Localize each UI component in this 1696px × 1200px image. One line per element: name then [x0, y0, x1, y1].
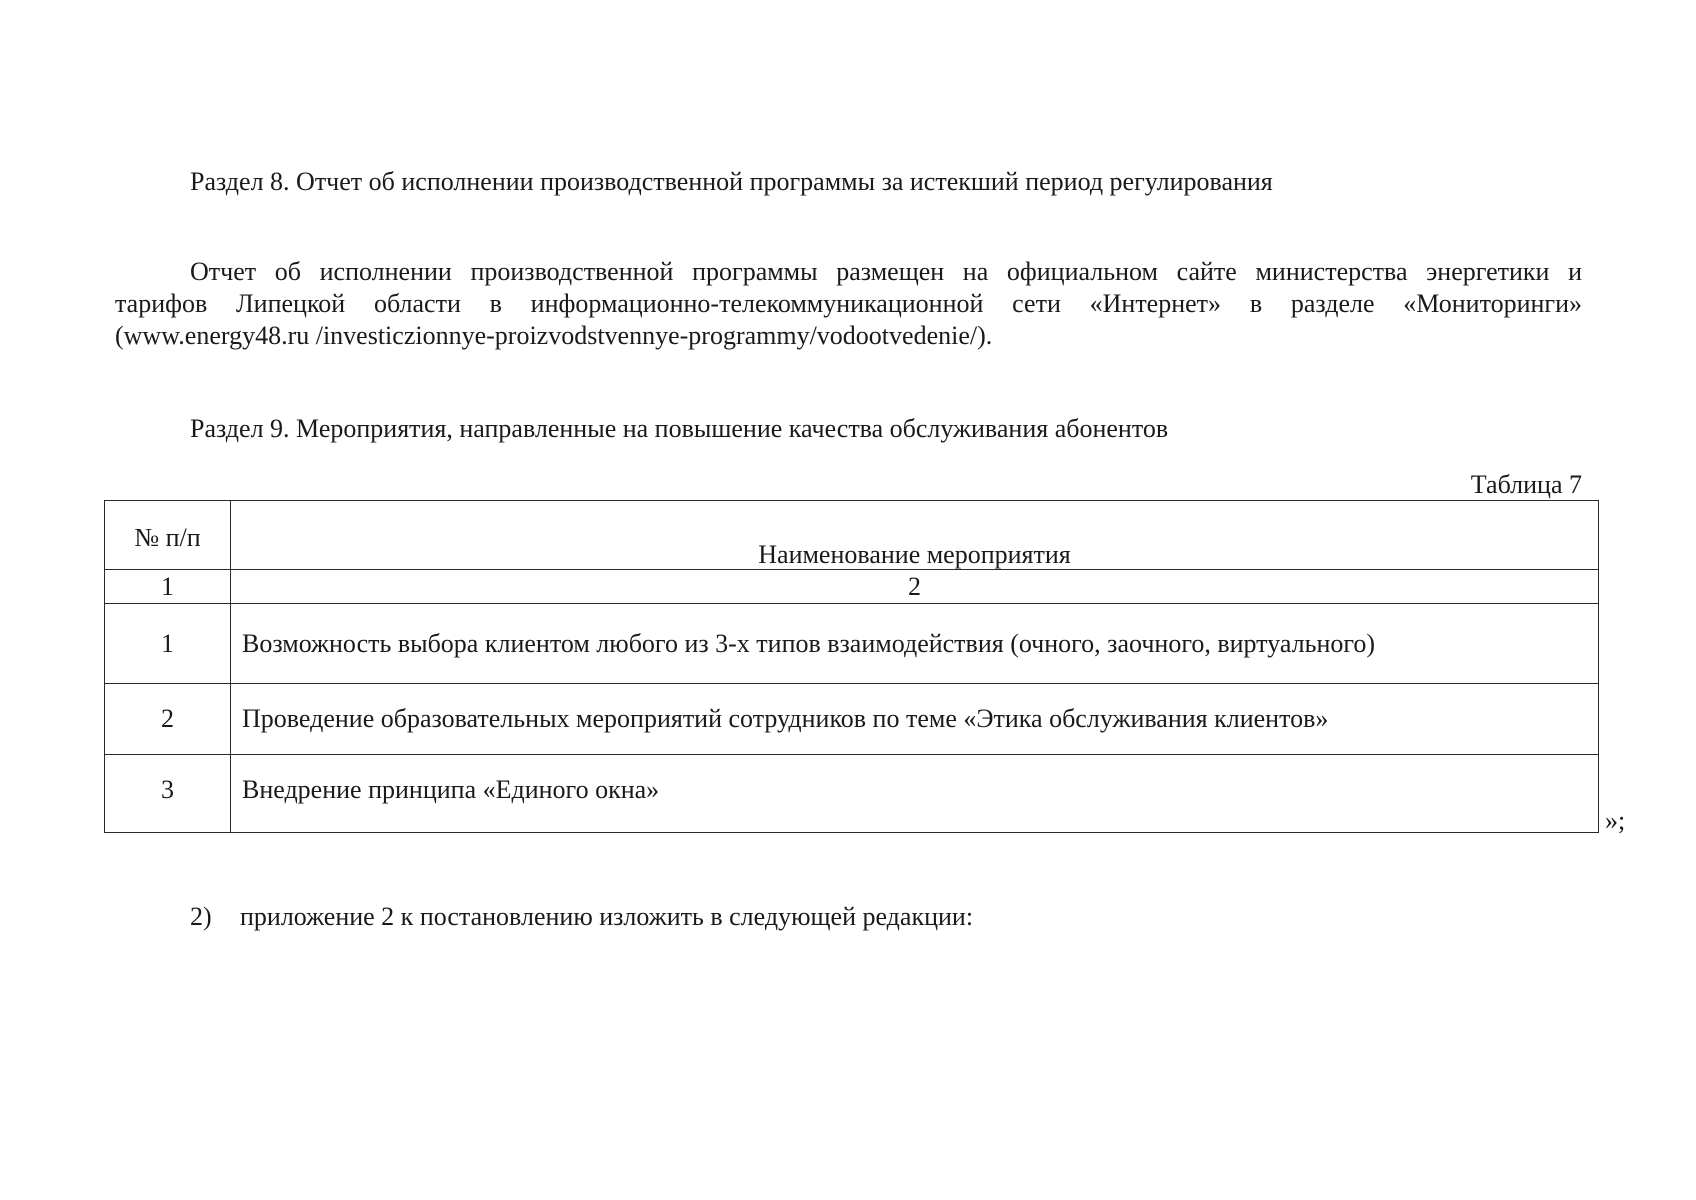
item-2-text: приложение 2 к постановлению изложить в следующей редакции: — [240, 902, 974, 931]
events-table — [104, 500, 1599, 833]
paragraph-line-2: тарифов Липецкой области в информационно-телекоммуникационной сети «Интернет» в разделе «Мониторинги» — [115, 289, 1582, 318]
index-cell-1: 1 — [105, 570, 231, 604]
table-row — [105, 684, 1599, 755]
table-header-row — [105, 501, 1599, 570]
paragraph-line-3: (www.energy48.ru /investiczionnye-proizvodstvennye-programmy/vodootvedenie/). — [115, 321, 993, 350]
closing-quote-mark: »; — [1605, 806, 1626, 835]
row-number: 2 — [105, 684, 231, 755]
item-2 — [190, 901, 973, 933]
table-caption: Таблица 7 — [1470, 470, 1582, 499]
section-8-heading: Раздел 8. Отчет об исполнении производственной программы за истекший период регулирования — [190, 167, 1273, 196]
table-row — [105, 604, 1599, 684]
row-number: 3 — [105, 755, 231, 833]
row-number: 1 — [105, 604, 231, 684]
header-number: № п/п — [105, 501, 231, 570]
paragraph-line-1: Отчет об исполнении производственной программы размещен на официальном сайте министерства энергетики и — [190, 257, 1582, 286]
index-cell-2: 2 — [231, 570, 1599, 604]
row-event-name: Проведение образовательных мероприятий сотрудников по теме «Этика обслуживания клиентов» — [231, 684, 1599, 755]
table-row — [105, 755, 1599, 833]
section-9-heading: Раздел 9. Мероприятия, направленные на повышение качества обслуживания абонентов — [190, 414, 1169, 443]
row-event-name: Возможность выбора клиентом любого из 3-х типов взаимодействия (очного, заочного, виртуального) — [231, 604, 1599, 684]
row-event-name: Внедрение принципа «Единого окна» — [231, 755, 1599, 833]
header-event-name: Наименование мероприятия — [231, 501, 1599, 570]
report-paragraph — [115, 256, 1582, 352]
item-2-number: 2) — [190, 902, 212, 931]
table-index-row — [105, 570, 1599, 604]
